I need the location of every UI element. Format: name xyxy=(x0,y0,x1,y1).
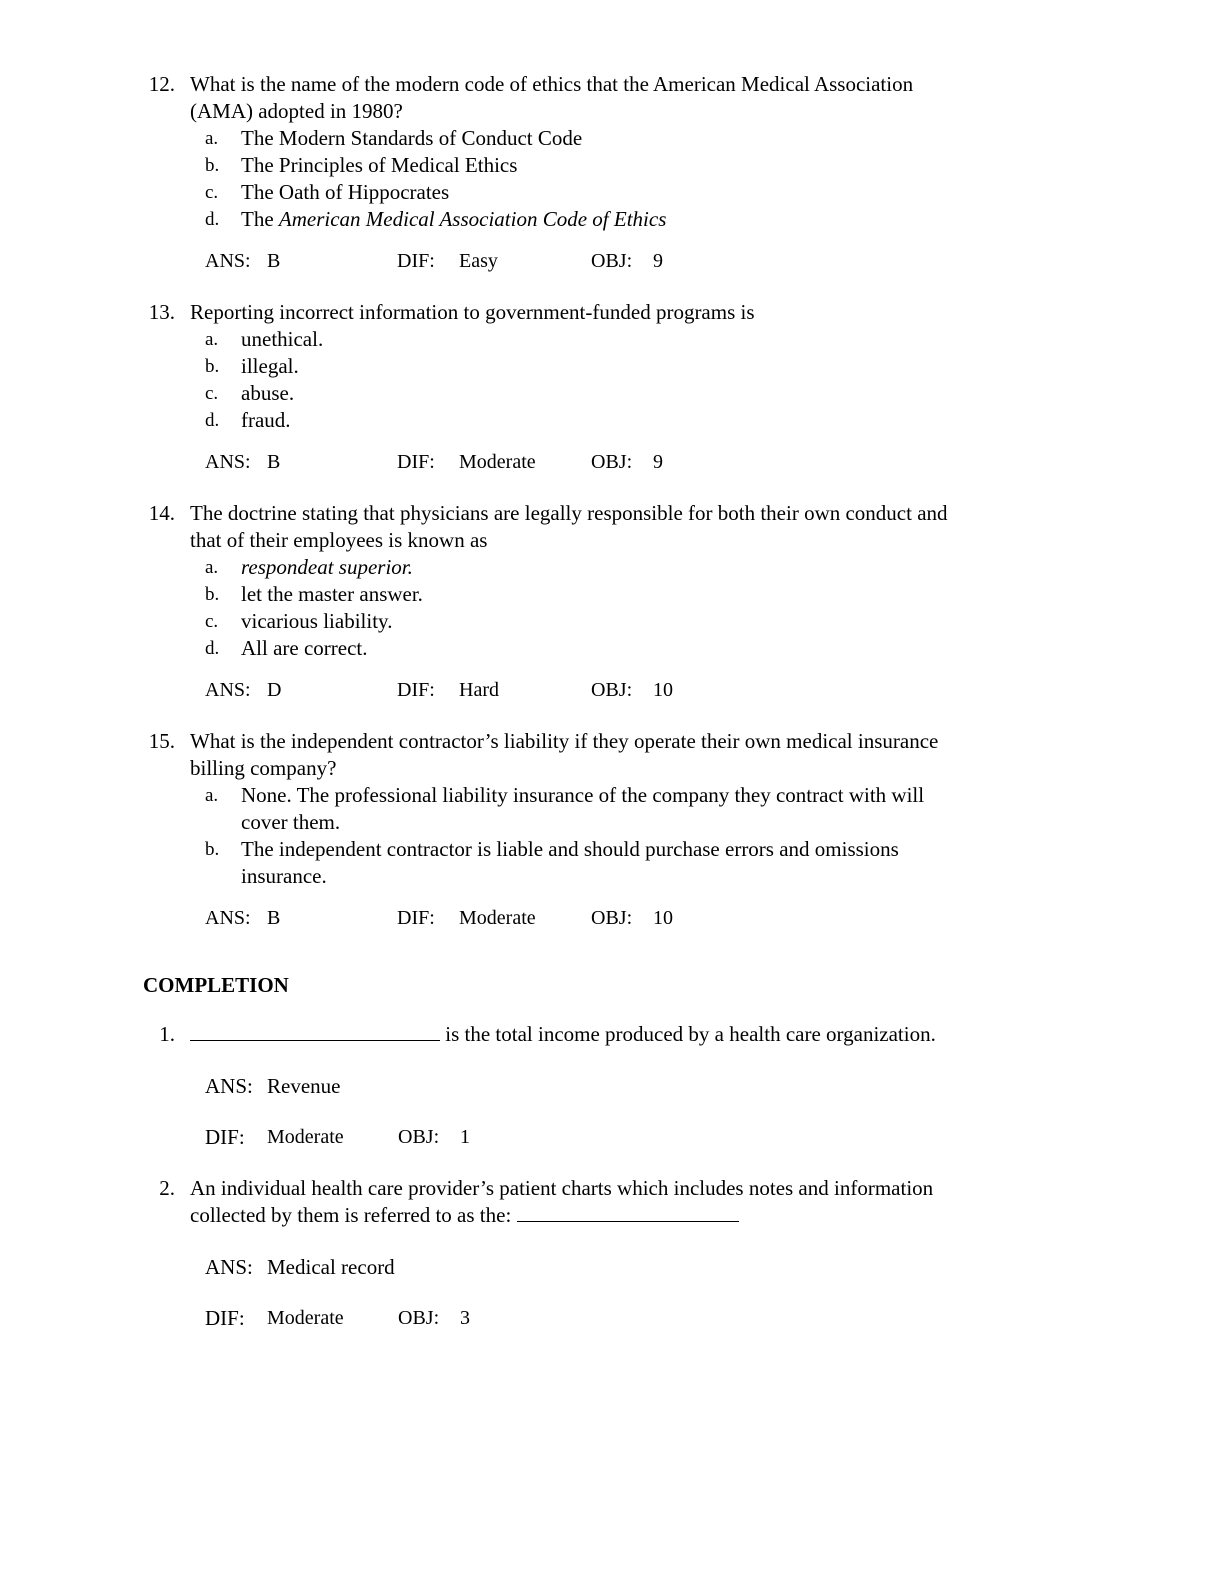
completion-item-1 xyxy=(0,1021,1224,1151)
option-b: b. The Principles of Medical Ethics xyxy=(205,153,518,177)
option-c: c. The Oath of Hippocrates xyxy=(205,180,450,204)
question-number: 13. xyxy=(148,300,175,324)
difficulty-value: Moderate xyxy=(459,451,536,473)
question-text-line: The doctrine stating that physicians are legally responsible for both their own conduct and xyxy=(190,501,948,525)
answer-meta: DIF: Moderate OBJ: 1 xyxy=(205,1125,470,1149)
answer-meta: ANS: B DIF: Easy OBJ: 9 xyxy=(205,248,1224,275)
option-a: a. The Modern Standards of Conduct Code xyxy=(205,126,583,150)
question-text xyxy=(190,728,1060,782)
option-a: a. respondeat superior. xyxy=(205,555,413,579)
option-b: b. illegal. xyxy=(205,354,299,378)
option-d: d. All are correct. xyxy=(205,636,368,660)
question-text-line: billing company? xyxy=(190,756,337,780)
answer-value: B xyxy=(267,907,281,929)
document-page xyxy=(0,71,1224,1332)
option-d: d. fraud. xyxy=(205,408,291,432)
question-number: 1. xyxy=(159,1022,175,1046)
answer-meta: ANS: B DIF: Moderate OBJ: 9 xyxy=(205,449,1224,476)
difficulty-value: Easy xyxy=(459,250,498,272)
difficulty-value: Moderate xyxy=(459,907,536,929)
question-number: 15. xyxy=(148,729,175,753)
question-number: 14. xyxy=(148,501,175,525)
option-a: a. None. The professional liability insurance of the company they contract with will cover them. xyxy=(205,783,925,834)
question-text xyxy=(190,500,1060,554)
difficulty-value: Moderate xyxy=(267,1307,344,1329)
option-b: b. The independent contractor is liable and should purchase errors and omissions insurance. xyxy=(205,837,899,888)
question-13 xyxy=(0,299,1224,476)
option-b: b. let the master answer. xyxy=(205,582,423,606)
objective-value: 9 xyxy=(653,250,663,272)
difficulty-value: Moderate xyxy=(267,1126,344,1148)
question-text xyxy=(190,299,1060,326)
objective-value: 1 xyxy=(460,1126,470,1148)
option-c: c. vicarious liability. xyxy=(205,609,393,633)
question-text: is the total income produced by a health care organization. xyxy=(190,1021,1060,1048)
answer-blank xyxy=(190,1022,440,1041)
option-c: c. abuse. xyxy=(205,381,295,405)
option-a: a. unethical. xyxy=(205,327,324,351)
question-12 xyxy=(0,71,1224,275)
question-text-line: What is the independent contractor’s liability if they operate their own medical insurance xyxy=(190,729,939,753)
answer-blank xyxy=(517,1203,739,1222)
answer-value: B xyxy=(267,250,281,272)
question-number: 2. xyxy=(159,1176,175,1200)
objective-value: 9 xyxy=(653,451,663,473)
answer-meta: DIF: Moderate OBJ: 3 xyxy=(205,1306,470,1330)
difficulty-value: Hard xyxy=(459,679,499,701)
objective-value: 3 xyxy=(460,1307,470,1329)
answer-value: Medical record xyxy=(267,1255,395,1279)
question-14 xyxy=(0,500,1224,704)
question-text-line: that of their employees is known as xyxy=(190,528,488,552)
section-title-completion: COMPLETION xyxy=(143,973,289,997)
option-d: d. The American Medical Association Code of Ethics xyxy=(205,207,667,231)
objective-value: 10 xyxy=(653,679,673,701)
question-text-line: What is the name of the modern code of ethics that the American Medical Association xyxy=(190,72,914,96)
answer-value: B xyxy=(267,451,281,473)
question-text-line: (AMA) adopted in 1980? xyxy=(190,99,403,123)
completion-item-2 xyxy=(0,1175,1224,1332)
question-text: An individual health care provider’s patient charts which includes notes and information collected by them is referred to as the: xyxy=(190,1176,934,1227)
question-text xyxy=(190,71,1060,125)
question-15 xyxy=(0,728,1224,932)
answer-line: ANS: Revenue xyxy=(205,1074,341,1098)
question-text-line: Reporting incorrect information to government-funded programs is xyxy=(190,300,755,324)
answer-value: Revenue xyxy=(267,1074,341,1098)
objective-value: 10 xyxy=(653,907,673,929)
answer-line: ANS: Medical record xyxy=(205,1255,395,1279)
answer-meta: ANS: D DIF: Hard OBJ: 10 xyxy=(205,677,1224,704)
answer-value: D xyxy=(267,679,282,701)
answer-meta: ANS: B DIF: Moderate OBJ: 10 xyxy=(205,905,1224,932)
question-number: 12. xyxy=(148,72,175,96)
